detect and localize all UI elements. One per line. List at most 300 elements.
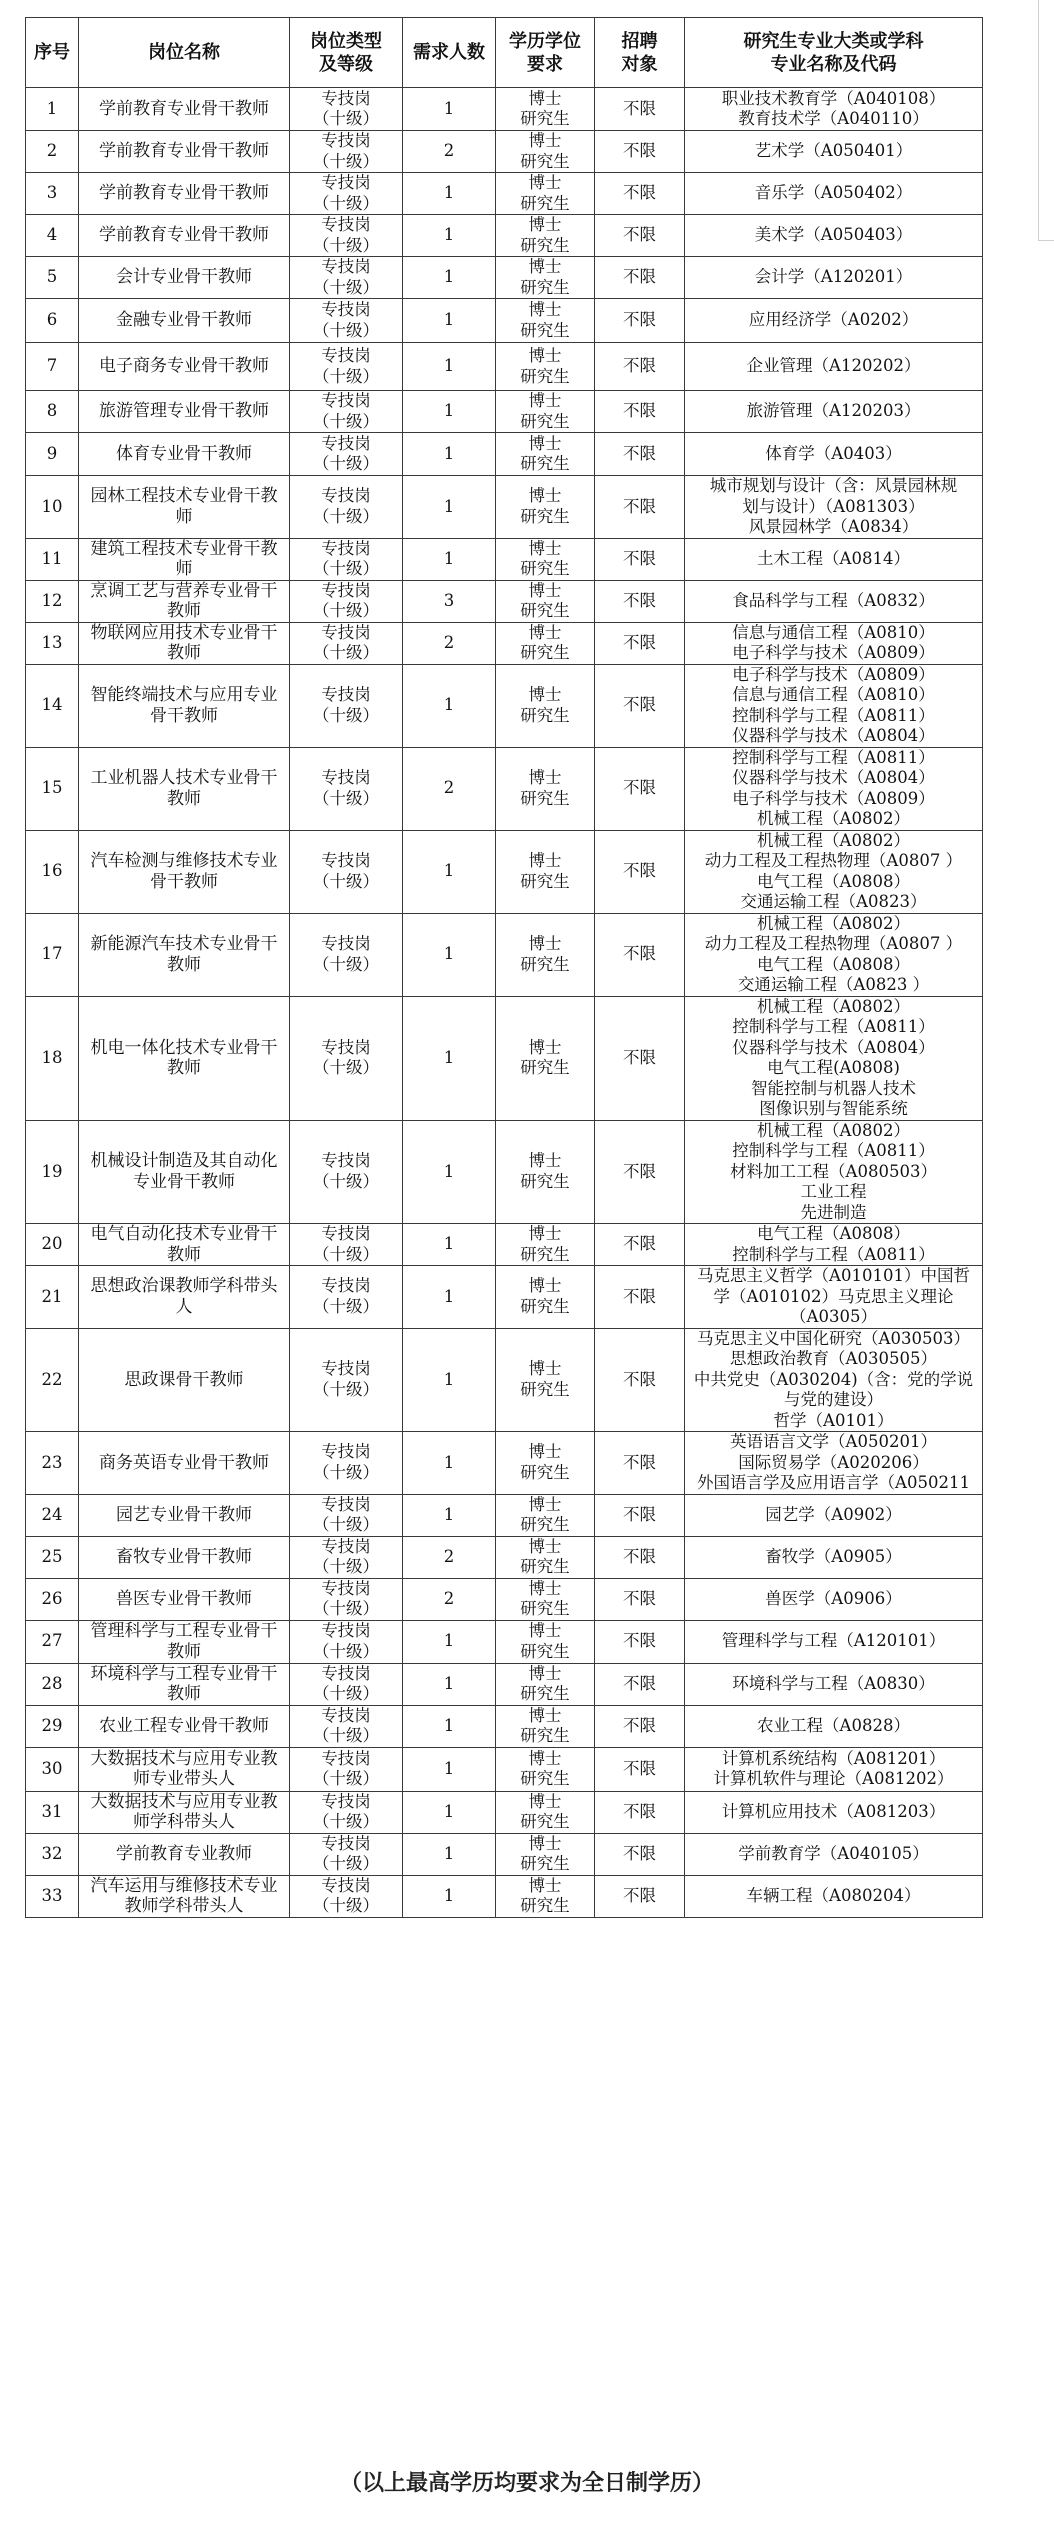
major-line: 马克思主义哲学（A010101）中国哲学（A010102）马克思主义理论（A0305） bbox=[697, 1266, 970, 1326]
type-line: 专技岗 bbox=[321, 300, 371, 319]
cell-no: 29 bbox=[26, 1705, 79, 1747]
footnote: （以上最高学历均要求为全日制学历） bbox=[339, 2471, 714, 2496]
cell-major bbox=[685, 257, 983, 299]
type-line: 专技岗 bbox=[321, 934, 371, 953]
edu-line: 研究生 bbox=[520, 788, 570, 808]
cell-major bbox=[685, 1663, 983, 1705]
edu-line: 研究生 bbox=[520, 1171, 570, 1191]
cell-education bbox=[496, 1328, 595, 1432]
edu-line: 研究生 bbox=[520, 193, 570, 213]
cell-count: 1 bbox=[403, 343, 496, 391]
major-line: 电子科学与技术（A0809） bbox=[732, 664, 935, 684]
major-line: 仪器科学与技术（A0804） bbox=[732, 768, 935, 787]
type-line: 专技岗 bbox=[321, 131, 371, 150]
cell-no: 9 bbox=[26, 433, 79, 476]
table-row bbox=[26, 1791, 983, 1833]
cell-no: 28 bbox=[26, 1663, 79, 1705]
cell-major bbox=[685, 173, 983, 215]
cell-target: 不限 bbox=[595, 257, 685, 299]
major-line: 计算机应用技术（A081203） bbox=[721, 1801, 946, 1821]
cell-target: 不限 bbox=[595, 173, 685, 215]
type-line: 专技岗 bbox=[321, 1578, 371, 1598]
header-count: 需求人数 bbox=[403, 18, 496, 88]
major-line: 电气工程(A0808) bbox=[767, 1058, 900, 1077]
cell-major bbox=[685, 215, 983, 257]
cell-target: 不限 bbox=[595, 343, 685, 391]
cell-major bbox=[685, 88, 983, 131]
cell-count: 1 bbox=[403, 538, 496, 580]
table-row bbox=[26, 1224, 983, 1266]
cell-position-name: 机械设计制造及其自动化专业骨干教师 bbox=[79, 1120, 290, 1224]
table-row bbox=[26, 664, 983, 747]
edu-line: 博士 bbox=[528, 1359, 562, 1379]
cell-target: 不限 bbox=[595, 131, 685, 173]
cell-education bbox=[496, 1536, 595, 1578]
cell-count: 1 bbox=[403, 1224, 496, 1266]
cell-no: 18 bbox=[26, 996, 79, 1120]
cell-major bbox=[685, 1494, 983, 1536]
edu-line: 研究生 bbox=[520, 1726, 570, 1745]
cell-position-name: 机电一体化技术专业骨干教师 bbox=[79, 996, 290, 1120]
edu-line: 博士 bbox=[528, 768, 562, 787]
cell-target: 不限 bbox=[595, 476, 685, 539]
cell-education bbox=[496, 538, 595, 580]
edu-line: 博士 bbox=[528, 1748, 562, 1768]
major-line: 电子科学与技术（A0809） bbox=[732, 788, 935, 808]
cell-count: 2 bbox=[403, 1536, 496, 1578]
cell-count: 1 bbox=[403, 476, 496, 539]
cell-target: 不限 bbox=[595, 391, 685, 433]
table-row bbox=[26, 257, 983, 299]
cell-position-name: 汽车检测与维修技术专业骨干教师 bbox=[79, 830, 290, 913]
table-row bbox=[26, 747, 983, 830]
cell-position-type bbox=[290, 538, 403, 580]
type-line: （十级） bbox=[313, 411, 379, 431]
type-line: 专技岗 bbox=[321, 1791, 371, 1811]
table-row bbox=[26, 1266, 983, 1329]
table-row bbox=[26, 1747, 983, 1791]
cell-no: 3 bbox=[26, 173, 79, 215]
header-type-line: 岗位类型 bbox=[310, 30, 382, 52]
edu-line: 博士 bbox=[528, 257, 562, 276]
cell-position-type bbox=[290, 1833, 403, 1875]
type-line: （十级） bbox=[313, 871, 379, 891]
cell-major bbox=[685, 433, 983, 476]
type-line: （十级） bbox=[313, 1244, 379, 1264]
cell-major bbox=[685, 830, 983, 913]
major-line: 园艺学（A0902） bbox=[765, 1504, 902, 1524]
type-line: （十级） bbox=[313, 1599, 379, 1618]
cell-count: 1 bbox=[403, 1833, 496, 1875]
major-line: 信息与通信工程（A0810） bbox=[732, 622, 935, 642]
cell-no: 32 bbox=[26, 1833, 79, 1875]
type-line: 专技岗 bbox=[321, 538, 371, 558]
header-target-line: 对象 bbox=[621, 53, 658, 75]
cell-no: 26 bbox=[26, 1578, 79, 1620]
cell-position-name: 环境科学与工程专业骨干教师 bbox=[79, 1663, 290, 1705]
header-edu bbox=[496, 18, 595, 88]
cell-no: 20 bbox=[26, 1224, 79, 1266]
cell-position-type bbox=[290, 433, 403, 476]
edu-line: 研究生 bbox=[520, 1557, 570, 1576]
edu-line: 研究生 bbox=[520, 1244, 570, 1264]
cell-position-name: 园艺专业骨干教师 bbox=[79, 1494, 290, 1536]
edu-line: 研究生 bbox=[520, 1641, 570, 1661]
major-line: 思想政治教育（A030505） bbox=[730, 1349, 937, 1368]
edu-line: 博士 bbox=[528, 1833, 562, 1853]
major-line: 控制科学与工程（A0811） bbox=[732, 747, 935, 767]
cell-position-name: 金融专业骨干教师 bbox=[79, 299, 290, 343]
cell-position-type bbox=[290, 1791, 403, 1833]
major-line: 国际贸易学（A020206） bbox=[738, 1452, 929, 1472]
type-line: 专技岗 bbox=[321, 768, 371, 787]
type-line: 专技岗 bbox=[321, 622, 371, 642]
type-line: （十级） bbox=[313, 1379, 379, 1399]
type-line: （十级） bbox=[313, 151, 379, 171]
cell-position-type bbox=[290, 747, 403, 830]
table-row bbox=[26, 343, 983, 391]
side-frame bbox=[1038, 0, 1054, 241]
cell-position-type bbox=[290, 996, 403, 1120]
cell-position-type bbox=[290, 1536, 403, 1578]
cell-position-type bbox=[290, 1120, 403, 1224]
type-line: 专技岗 bbox=[321, 1442, 371, 1462]
cell-count: 1 bbox=[403, 1620, 496, 1663]
cell-education bbox=[496, 257, 595, 299]
header-edu-line: 要求 bbox=[527, 53, 563, 75]
cell-education bbox=[496, 391, 595, 433]
edu-line: 研究生 bbox=[520, 1599, 570, 1618]
major-line: 旅游管理（A120203） bbox=[746, 401, 921, 421]
cell-count: 1 bbox=[403, 299, 496, 343]
table-row bbox=[26, 580, 983, 622]
edu-line: 博士 bbox=[528, 433, 562, 453]
cell-target: 不限 bbox=[595, 299, 685, 343]
table-row bbox=[26, 173, 983, 215]
edu-line: 博士 bbox=[528, 1705, 562, 1725]
edu-line: 博士 bbox=[528, 215, 562, 234]
type-line: （十级） bbox=[313, 559, 379, 578]
edu-line: 研究生 bbox=[520, 235, 570, 255]
header-major-line: 专业名称及代码 bbox=[770, 53, 897, 75]
type-line: 专技岗 bbox=[321, 486, 371, 506]
cell-target: 不限 bbox=[595, 433, 685, 476]
cell-education bbox=[496, 1705, 595, 1747]
type-line: 专技岗 bbox=[321, 1833, 371, 1853]
table-row bbox=[26, 913, 983, 996]
edu-line: 博士 bbox=[528, 346, 562, 365]
cell-no: 17 bbox=[26, 913, 79, 996]
table-row bbox=[26, 88, 983, 131]
major-line: 信息与通信工程（A0810） bbox=[732, 685, 935, 704]
major-line: 环境科学与工程（A0830） bbox=[732, 1673, 935, 1693]
cell-target: 不限 bbox=[595, 1705, 685, 1747]
type-line: 专技岗 bbox=[321, 433, 371, 453]
major-line: 机械工程（A0802） bbox=[757, 809, 910, 828]
major-line: 计算机软件与理论（A081202） bbox=[713, 1769, 954, 1788]
cell-no: 22 bbox=[26, 1328, 79, 1432]
edu-line: 研究生 bbox=[520, 871, 570, 891]
type-line: （十级） bbox=[313, 601, 379, 620]
edu-line: 研究生 bbox=[520, 277, 570, 297]
type-line: （十级） bbox=[313, 1462, 379, 1482]
cell-position-type bbox=[290, 1705, 403, 1747]
major-line: 仪器科学与技术（A0804） bbox=[732, 726, 935, 745]
major-line: 机械工程（A0802） bbox=[757, 996, 910, 1016]
cell-major bbox=[685, 476, 983, 539]
type-line: 专技岗 bbox=[321, 1151, 371, 1171]
cell-count: 2 bbox=[403, 622, 496, 664]
cell-position-name: 学前教育专业骨干教师 bbox=[79, 215, 290, 257]
cell-major bbox=[685, 580, 983, 622]
type-line: （十级） bbox=[313, 1296, 379, 1316]
table-row bbox=[26, 1620, 983, 1663]
cell-target: 不限 bbox=[595, 1536, 685, 1578]
cell-no: 4 bbox=[26, 215, 79, 257]
cell-major bbox=[685, 1747, 983, 1791]
cell-count: 1 bbox=[403, 996, 496, 1120]
cell-education bbox=[496, 433, 595, 476]
table-row bbox=[26, 1120, 983, 1224]
cell-major bbox=[685, 538, 983, 580]
cell-target: 不限 bbox=[595, 913, 685, 996]
cell-no: 30 bbox=[26, 1747, 79, 1791]
major-line: 仪器科学与技术（A0804） bbox=[732, 1037, 935, 1057]
cell-major bbox=[685, 664, 983, 747]
major-line: 交通运输工程（A0823） bbox=[740, 892, 927, 911]
type-line: 专技岗 bbox=[321, 1663, 371, 1683]
cell-count: 1 bbox=[403, 1494, 496, 1536]
major-line: 车辆工程（A080204） bbox=[746, 1885, 921, 1905]
cell-position-name: 商务英语专业骨干教师 bbox=[79, 1432, 290, 1495]
edu-line: 博士 bbox=[528, 391, 562, 410]
cell-count: 2 bbox=[403, 131, 496, 173]
cell-major bbox=[685, 1432, 983, 1495]
cell-no: 5 bbox=[26, 257, 79, 299]
major-line: 控制科学与工程（A0811） bbox=[732, 1244, 935, 1264]
edu-line: 博士 bbox=[528, 1663, 562, 1683]
cell-position-type bbox=[290, 476, 403, 539]
cell-education bbox=[496, 1875, 595, 1917]
cell-no: 13 bbox=[26, 622, 79, 664]
cell-position-type bbox=[290, 913, 403, 996]
cell-major bbox=[685, 299, 983, 343]
cell-education bbox=[496, 1266, 595, 1329]
edu-line: 研究生 bbox=[520, 705, 570, 725]
major-line: 机械工程（A0802） bbox=[757, 1120, 910, 1140]
edu-line: 研究生 bbox=[520, 1296, 570, 1316]
major-line: 应用经济学（A0202） bbox=[748, 310, 919, 330]
major-line: 管理科学与工程（A120101） bbox=[721, 1631, 946, 1651]
table-row bbox=[26, 476, 983, 539]
major-line: 马克思主义中国化研究（A030503） bbox=[697, 1328, 970, 1348]
major-line: 英语语言文学（A050201） bbox=[730, 1432, 937, 1451]
cell-major bbox=[685, 1705, 983, 1747]
table-row bbox=[26, 1432, 983, 1495]
major-line: 交通运输工程（A0823 ） bbox=[737, 975, 930, 994]
table-row bbox=[26, 1578, 983, 1620]
cell-no: 24 bbox=[26, 1494, 79, 1536]
cell-education bbox=[496, 1620, 595, 1663]
header-type bbox=[290, 18, 403, 88]
edu-line: 博士 bbox=[528, 131, 562, 150]
major-line: 土木工程（A0814） bbox=[757, 548, 910, 568]
cell-position-name: 烹调工艺与营养专业骨干教师 bbox=[79, 580, 290, 622]
type-line: （十级） bbox=[313, 1641, 379, 1661]
cell-no: 12 bbox=[26, 580, 79, 622]
edu-line: 研究生 bbox=[520, 1684, 570, 1703]
cell-position-name: 智能终端技术与应用专业骨干教师 bbox=[79, 664, 290, 747]
edu-line: 博士 bbox=[528, 1442, 562, 1462]
type-line: 专技岗 bbox=[321, 851, 371, 870]
edu-line: 研究生 bbox=[520, 601, 570, 620]
major-line: 城市规划与设计（含：风景园林规 bbox=[709, 476, 958, 495]
cell-education bbox=[496, 1747, 595, 1791]
cell-count: 1 bbox=[403, 88, 496, 131]
cell-position-name: 学前教育专业骨干教师 bbox=[79, 131, 290, 173]
cell-major bbox=[685, 1536, 983, 1578]
cell-major bbox=[685, 747, 983, 830]
type-line: （十级） bbox=[313, 705, 379, 725]
edu-line: 研究生 bbox=[520, 1812, 570, 1831]
cell-position-type bbox=[290, 1578, 403, 1620]
cell-position-type bbox=[290, 215, 403, 257]
major-line: 机械工程（A0802） bbox=[757, 830, 910, 850]
edu-line: 研究生 bbox=[520, 151, 570, 171]
edu-line: 研究生 bbox=[520, 1058, 570, 1077]
edu-line: 博士 bbox=[528, 88, 562, 108]
edu-line: 研究生 bbox=[520, 1379, 570, 1399]
cell-major bbox=[685, 1875, 983, 1917]
cell-education bbox=[496, 1120, 595, 1224]
cell-target: 不限 bbox=[595, 215, 685, 257]
edu-line: 博士 bbox=[528, 1536, 562, 1556]
cell-education bbox=[496, 580, 595, 622]
major-line: 职业技术教育学（A040108） bbox=[721, 88, 946, 108]
type-line: 专技岗 bbox=[321, 1536, 371, 1556]
cell-no: 21 bbox=[26, 1266, 79, 1329]
cell-major bbox=[685, 1328, 983, 1432]
cell-position-type bbox=[290, 1328, 403, 1432]
cell-education bbox=[496, 913, 595, 996]
cell-count: 1 bbox=[403, 830, 496, 913]
edu-line: 博士 bbox=[528, 1494, 562, 1514]
cell-target: 不限 bbox=[595, 1328, 685, 1432]
cell-position-name: 兽医专业骨干教师 bbox=[79, 1578, 290, 1620]
cell-major bbox=[685, 996, 983, 1120]
major-line: 会计学（A120201） bbox=[754, 267, 913, 287]
cell-education bbox=[496, 1432, 595, 1495]
major-line: 材料加工工程（A080503） bbox=[730, 1161, 937, 1181]
type-line: （十级） bbox=[313, 643, 379, 662]
edu-line: 博士 bbox=[528, 1621, 562, 1640]
cell-position-name: 学前教育专业骨干教师 bbox=[79, 173, 290, 215]
cell-position-name: 电子商务专业骨干教师 bbox=[79, 343, 290, 391]
type-line: 专技岗 bbox=[321, 257, 371, 276]
cell-count: 1 bbox=[403, 1120, 496, 1224]
major-line: 电子科学与技术（A0809） bbox=[732, 643, 935, 662]
cell-position-type bbox=[290, 1875, 403, 1917]
cell-position-type bbox=[290, 1432, 403, 1495]
cell-position-type bbox=[290, 1620, 403, 1663]
cell-count: 1 bbox=[403, 173, 496, 215]
cell-position-type bbox=[290, 299, 403, 343]
edu-line: 博士 bbox=[528, 486, 562, 506]
edu-line: 博士 bbox=[528, 538, 562, 558]
table-row bbox=[26, 538, 983, 580]
cell-count: 1 bbox=[403, 433, 496, 476]
cell-education bbox=[496, 131, 595, 173]
type-line: 专技岗 bbox=[321, 1494, 371, 1514]
table-row bbox=[26, 1536, 983, 1578]
table-row bbox=[26, 622, 983, 664]
cell-no: 1 bbox=[26, 88, 79, 131]
table-row bbox=[26, 996, 983, 1120]
cell-target: 不限 bbox=[595, 538, 685, 580]
table-row bbox=[26, 830, 983, 913]
cell-count: 1 bbox=[403, 913, 496, 996]
cell-target: 不限 bbox=[595, 622, 685, 664]
cell-position-name: 新能源汽车技术专业骨干教师 bbox=[79, 913, 290, 996]
cell-count: 2 bbox=[403, 1578, 496, 1620]
cell-count: 1 bbox=[403, 1328, 496, 1432]
cell-target: 不限 bbox=[595, 580, 685, 622]
edu-line: 博士 bbox=[528, 685, 562, 704]
header-target bbox=[595, 18, 685, 88]
cell-major bbox=[685, 1224, 983, 1266]
edu-line: 博士 bbox=[528, 1151, 562, 1171]
type-line: （十级） bbox=[313, 1769, 379, 1788]
cell-major bbox=[685, 1791, 983, 1833]
edu-line: 研究生 bbox=[520, 1462, 570, 1482]
cell-no: 27 bbox=[26, 1620, 79, 1663]
type-line: （十级） bbox=[313, 1058, 379, 1077]
cell-target: 不限 bbox=[595, 1578, 685, 1620]
cell-position-type bbox=[290, 1663, 403, 1705]
major-line: 兽医学（A0906） bbox=[765, 1588, 902, 1608]
edu-line: 博士 bbox=[528, 1791, 562, 1811]
cell-major bbox=[685, 1620, 983, 1663]
header-name: 岗位名称 bbox=[79, 18, 290, 88]
type-line: 专技岗 bbox=[321, 88, 371, 108]
cell-education bbox=[496, 996, 595, 1120]
cell-position-name: 思政课骨干教师 bbox=[79, 1328, 290, 1432]
cell-no: 31 bbox=[26, 1791, 79, 1833]
edu-line: 研究生 bbox=[520, 643, 570, 662]
cell-no: 7 bbox=[26, 343, 79, 391]
cell-count: 1 bbox=[403, 391, 496, 433]
edu-line: 博士 bbox=[528, 934, 562, 953]
major-line: 动力工程及工程热物理（A0807 ） bbox=[704, 934, 963, 953]
major-line: 电气工程（A0808） bbox=[757, 954, 910, 974]
cell-education bbox=[496, 88, 595, 131]
cell-target: 不限 bbox=[595, 1266, 685, 1329]
edu-line: 研究生 bbox=[520, 1854, 570, 1873]
edu-line: 研究生 bbox=[520, 559, 570, 578]
major-line: 食品科学与工程（A0832） bbox=[732, 590, 935, 610]
type-line: 专技岗 bbox=[321, 1875, 371, 1895]
edu-line: 研究生 bbox=[520, 1896, 570, 1915]
cell-target: 不限 bbox=[595, 1791, 685, 1833]
cell-education bbox=[496, 1224, 595, 1266]
cell-target: 不限 bbox=[595, 1432, 685, 1495]
major-line: 电气工程（A0808） bbox=[757, 871, 910, 891]
table-row bbox=[26, 131, 983, 173]
cell-education bbox=[496, 299, 595, 343]
cell-position-name: 园林工程技术专业骨干教师 bbox=[79, 476, 290, 539]
type-line: （十级） bbox=[313, 193, 379, 213]
cell-education bbox=[496, 343, 595, 391]
